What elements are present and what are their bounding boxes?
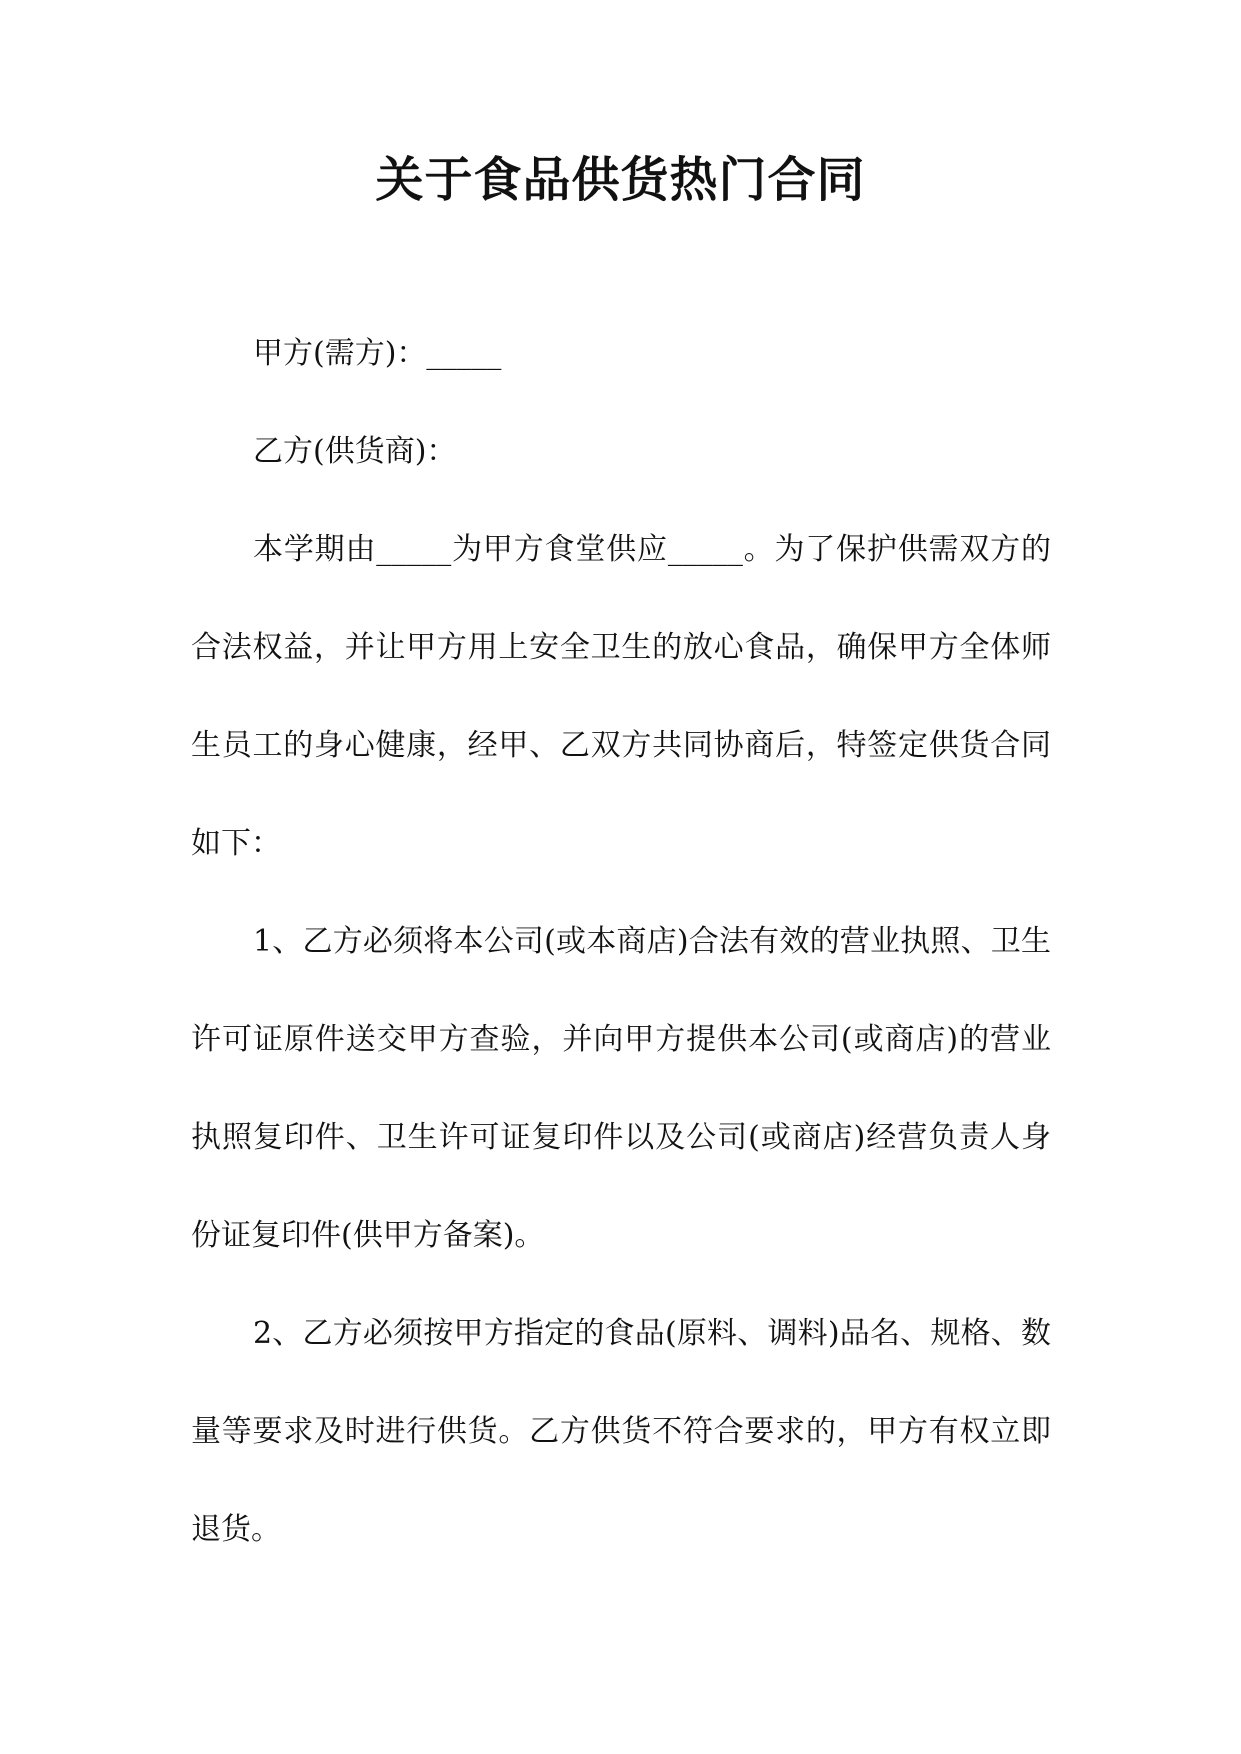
document-title: 关于食品供货热门合同 <box>375 152 866 208</box>
party-b-line: 乙方(供货商)： <box>253 434 457 469</box>
party-a-line: 甲方(需方)：_____ <box>253 336 502 371</box>
document-body <box>191 305 1051 1579</box>
clause-1-paragraph: 1、乙方必须将本公司(或本商店)合法有效的营业执照、卫生许可证原件送交甲方查验，并向甲方提供本公司(或商店)的营业执照复印件、卫生许可证复印件以及公司(或商店)经营负责人身份证复印件(供甲方备案)。 <box>191 924 1051 1253</box>
intro-paragraph: 本学期由_____为甲方食堂供应_____。为了保护供需双方的合法权益，并让甲方用上安全卫生的放心食品，确保甲方全体师生员工的身心健康，经甲、乙双方共同协商后，特签定供货合同如下： <box>191 532 1051 861</box>
clause-2-paragraph: 2、乙方必须按甲方指定的食品(原料、调料)品名、规格、数量等要求及时进行供货。乙方供货不符合要求的，甲方有权立即退货。 <box>191 1316 1051 1547</box>
